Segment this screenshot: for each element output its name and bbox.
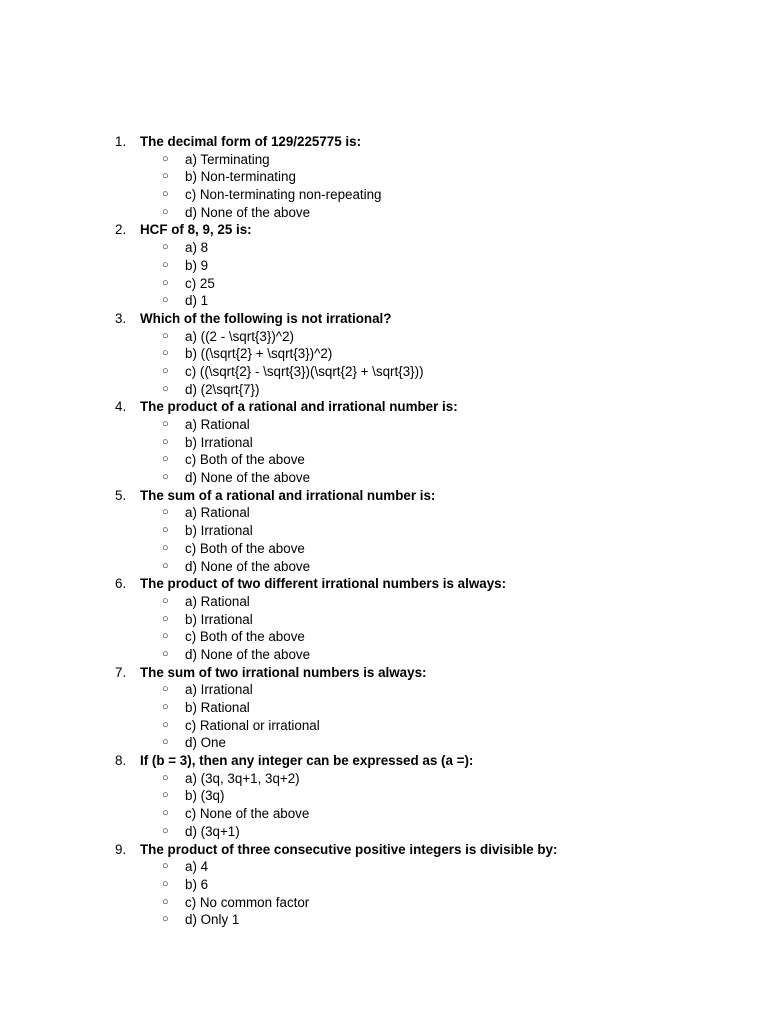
question-item — [0, 664, 768, 752]
option-text: b) ((\sqrt{2} + \sqrt{3})^2) — [185, 346, 333, 362]
hollow-circle-bullet-icon: ○ — [162, 559, 169, 572]
question-heading — [0, 575, 768, 593]
question-heading — [0, 487, 768, 505]
question-heading — [0, 398, 768, 416]
option-text: a) ((2 - \sqrt{3})^2) — [185, 328, 294, 344]
option-item — [0, 257, 768, 275]
hollow-circle-bullet-icon: ○ — [162, 471, 169, 484]
hollow-circle-bullet-icon: ○ — [162, 594, 169, 607]
option-item — [0, 558, 768, 576]
option-item — [0, 805, 768, 823]
option-item — [0, 717, 768, 735]
hollow-circle-bullet-icon: ○ — [162, 683, 169, 696]
hollow-circle-bullet-icon: ○ — [162, 506, 169, 519]
option-text: a) Rational — [185, 593, 250, 609]
option-text: c) ((\sqrt{2} - \sqrt{3})(\sqrt{2} + \sqrt{3})) — [185, 363, 424, 379]
option-text: d) None of the above — [185, 470, 311, 486]
option-item — [0, 646, 768, 664]
question-text: Which of the following is not irrational? — [140, 310, 392, 326]
option-text: d) One — [185, 735, 226, 751]
hollow-circle-bullet-icon: ○ — [162, 241, 169, 254]
option-text: c) None of the above — [185, 806, 310, 822]
hollow-circle-bullet-icon: ○ — [162, 913, 169, 926]
option-text: a) Irrational — [185, 682, 253, 698]
option-text: d) Only 1 — [185, 912, 240, 928]
option-item — [0, 186, 768, 204]
option-item — [0, 292, 768, 310]
option-text: b) Rational — [185, 700, 250, 715]
question-text: The sum of a rational and irrational number is: — [140, 487, 436, 503]
option-item — [0, 823, 768, 841]
option-text: a) (3q, 3q+1, 3q+2) — [185, 770, 300, 786]
hollow-circle-bullet-icon: ○ — [162, 736, 169, 749]
option-item — [0, 911, 768, 929]
question-number: 7. — [115, 664, 127, 680]
hollow-circle-bullet-icon: ○ — [162, 701, 169, 713]
option-text: b) Irrational — [185, 611, 253, 627]
question-heading — [0, 841, 768, 859]
option-text: d) None of the above — [185, 558, 311, 574]
option-item — [0, 611, 768, 629]
option-text: c) Rational or irrational — [185, 717, 320, 733]
hollow-circle-bullet-icon: ○ — [162, 276, 169, 289]
option-item — [0, 504, 768, 522]
option-text: d) (2\sqrt{7}) — [185, 381, 260, 397]
option-item — [0, 204, 768, 222]
question-text: If (b = 3), then any integer can be expressed as (a =): — [140, 753, 474, 769]
option-text: a) Rational — [185, 505, 250, 521]
hollow-circle-bullet-icon: ○ — [162, 347, 169, 360]
hollow-circle-bullet-icon: ○ — [162, 860, 169, 873]
question-text: The sum of two irrational numbers is always: — [140, 664, 427, 680]
question-item — [0, 841, 768, 929]
option-text: c) Both of the above — [185, 452, 305, 468]
question-heading — [0, 752, 768, 770]
option-item — [0, 151, 768, 169]
question-heading — [0, 221, 768, 239]
option-item — [0, 345, 768, 363]
question-text: HCF of 8, 9, 25 is: — [140, 222, 252, 238]
option-text: d) None of the above — [185, 646, 311, 662]
hollow-circle-bullet-icon: ○ — [162, 612, 169, 625]
hollow-circle-bullet-icon: ○ — [162, 807, 169, 820]
option-item — [0, 699, 768, 717]
option-item — [0, 416, 768, 434]
option-text: a) 8 — [185, 240, 209, 256]
hollow-circle-bullet-icon: ○ — [162, 329, 169, 342]
question-text: The product of three consecutive positive integers is divisible by: — [140, 841, 558, 857]
hollow-circle-bullet-icon: ○ — [162, 647, 169, 660]
hollow-circle-bullet-icon: ○ — [162, 258, 169, 271]
hollow-circle-bullet-icon: ○ — [162, 824, 169, 837]
question-text: The decimal form of 129/225775 is: — [140, 134, 362, 149]
option-text: d) None of the above — [185, 204, 311, 220]
hollow-circle-bullet-icon: ○ — [162, 895, 169, 908]
hollow-circle-bullet-icon: ○ — [162, 630, 169, 643]
option-text: b) Non-terminating — [185, 169, 296, 185]
question-list — [0, 133, 768, 929]
hollow-circle-bullet-icon: ○ — [162, 524, 169, 537]
question-item — [0, 133, 768, 221]
option-text: c) Both of the above — [185, 629, 305, 645]
option-item — [0, 770, 768, 788]
hollow-circle-bullet-icon: ○ — [162, 789, 169, 802]
hollow-circle-bullet-icon: ○ — [162, 188, 169, 201]
option-item — [0, 275, 768, 293]
question-text: The product of a rational and irrational number is: — [140, 399, 458, 415]
hollow-circle-bullet-icon: ○ — [162, 877, 169, 890]
option-text: d) 1 — [185, 293, 209, 309]
question-number: 2. — [115, 222, 127, 238]
option-item — [0, 787, 768, 805]
question-item — [0, 221, 768, 309]
option-text: b) 6 — [185, 876, 209, 892]
option-item — [0, 168, 768, 186]
question-number: 3. — [115, 310, 127, 326]
hollow-circle-bullet-icon: ○ — [162, 152, 169, 165]
option-item — [0, 628, 768, 646]
option-text: b) (3q) — [185, 788, 225, 804]
option-item — [0, 858, 768, 876]
option-text: c) No common factor — [185, 894, 310, 910]
question-item — [0, 398, 768, 486]
option-item — [0, 734, 768, 752]
option-item — [0, 876, 768, 894]
question-number: 6. — [115, 576, 127, 592]
option-item — [0, 681, 768, 699]
option-text: b) Irrational — [185, 434, 253, 450]
option-text: c) Non-terminating non-repeating — [185, 187, 382, 203]
question-number: 9. — [115, 841, 127, 857]
option-item — [0, 434, 768, 452]
option-item — [0, 540, 768, 558]
hollow-circle-bullet-icon: ○ — [162, 205, 169, 218]
hollow-circle-bullet-icon: ○ — [162, 364, 169, 377]
option-text: d) (3q+1) — [185, 823, 240, 839]
option-text: a) Terminating — [185, 151, 270, 167]
question-heading — [0, 133, 768, 151]
option-text: c) 25 — [185, 275, 215, 291]
question-heading — [0, 310, 768, 328]
question-heading — [0, 664, 768, 682]
document-page — [0, 133, 768, 929]
hollow-circle-bullet-icon: ○ — [162, 771, 169, 784]
option-item — [0, 363, 768, 381]
hollow-circle-bullet-icon: ○ — [162, 170, 169, 183]
question-item — [0, 487, 768, 575]
question-item — [0, 310, 768, 398]
hollow-circle-bullet-icon: ○ — [162, 418, 169, 430]
option-text: b) Irrational — [185, 523, 253, 539]
option-text: a) 4 — [185, 859, 209, 875]
hollow-circle-bullet-icon: ○ — [162, 453, 169, 466]
option-text: a) Rational — [185, 417, 250, 432]
question-number: 4. — [115, 399, 127, 415]
option-item — [0, 894, 768, 912]
question-item — [0, 575, 768, 663]
hollow-circle-bullet-icon: ○ — [162, 718, 169, 731]
option-item — [0, 328, 768, 346]
option-item — [0, 469, 768, 487]
option-item — [0, 522, 768, 540]
question-number: 5. — [115, 487, 127, 503]
question-number: 1. — [115, 134, 127, 149]
question-number: 8. — [115, 753, 127, 769]
option-item — [0, 593, 768, 611]
option-text: b) 9 — [185, 257, 209, 273]
hollow-circle-bullet-icon: ○ — [162, 435, 169, 448]
option-text: c) Both of the above — [185, 540, 305, 556]
hollow-circle-bullet-icon: ○ — [162, 541, 169, 554]
option-item — [0, 451, 768, 469]
hollow-circle-bullet-icon: ○ — [162, 294, 169, 307]
question-item — [0, 752, 768, 840]
question-text: The product of two different irrational numbers is always: — [140, 576, 507, 592]
option-item — [0, 239, 768, 257]
option-item — [0, 381, 768, 399]
hollow-circle-bullet-icon: ○ — [162, 382, 169, 395]
